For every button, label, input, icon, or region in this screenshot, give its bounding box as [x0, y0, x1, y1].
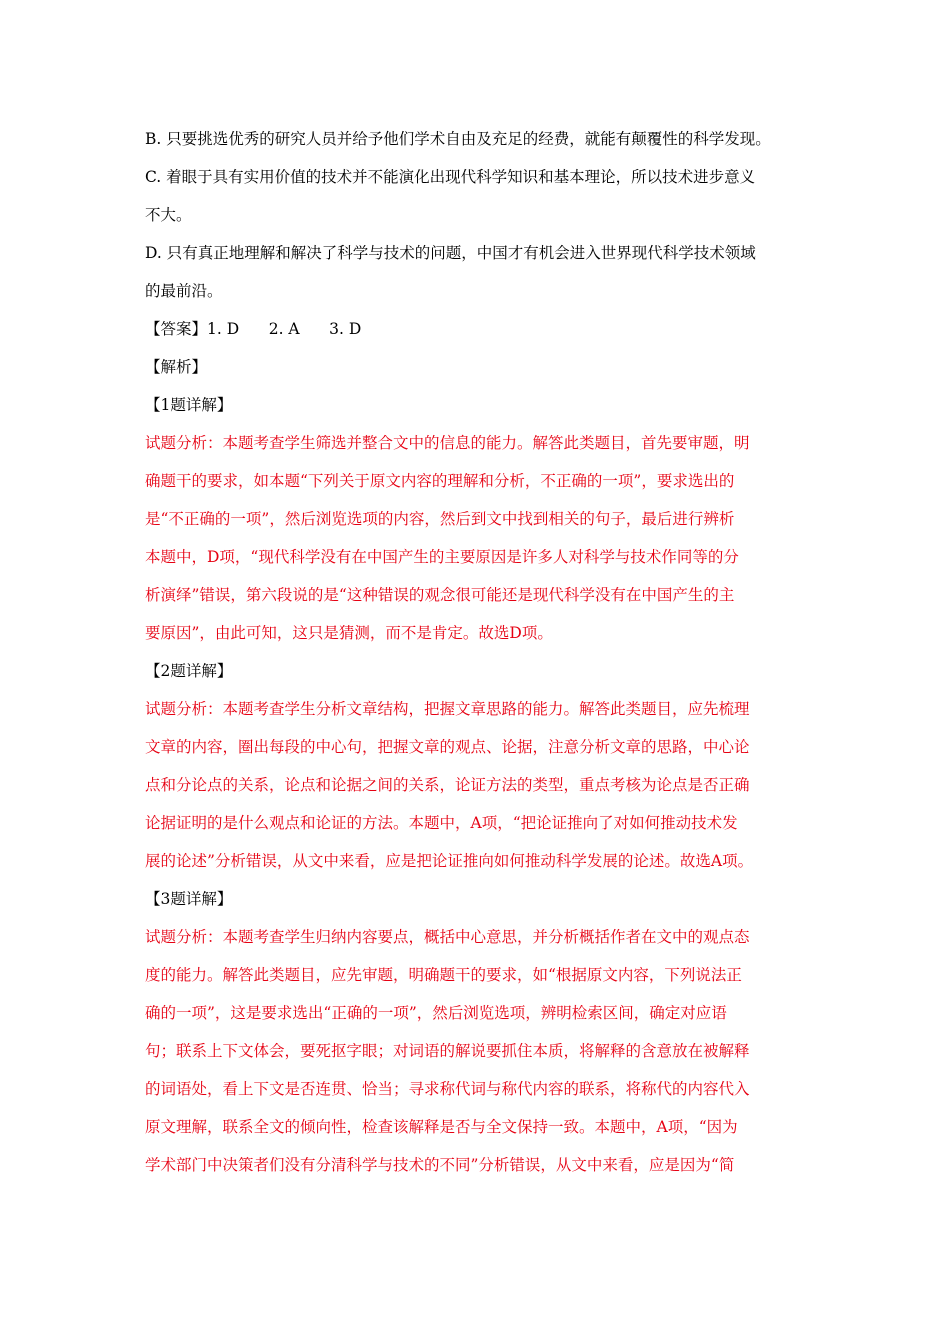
q2-analysis-line: 文章的内容，圈出每段的中心句，把握文章的观点、论据，注意分析文章的思路，中心论: [145, 738, 750, 756]
option-d-line-2: 的最前沿。: [145, 282, 223, 300]
option-d-line-1: D. 只有真正地理解和解决了科学与技术的问题，中国才有机会进入世界现代科学技术领域: [145, 244, 756, 262]
answer-line: 【答案】1. D 2. A 3. D: [145, 320, 362, 338]
q1-analysis-line: 试题分析：本题考查学生筛选并整合文中的信息的能力。解答此类题目，首先要审题，明: [145, 434, 750, 452]
q2-heading: 【2题详解】: [145, 662, 233, 680]
analysis-heading: 【解析】: [145, 358, 208, 376]
q3-analysis-line: 学术部门中决策者们没有分清科学与技术的不同”分析错误，从文中来看，应是因为“简: [145, 1156, 735, 1174]
q1-analysis-line: 本题中，D项，“现代科学没有在中国产生的主要原因是许多人对科学与技术作同等的分: [145, 548, 739, 566]
q2-analysis-line: 试题分析：本题考查学生分析文章结构，把握文章思路的能力。解答此类题目，应先梳理: [145, 700, 750, 718]
q3-analysis-line: 的词语处，看上下文是否连贯、恰当；寻求称代词与称代内容的联系，将称代的内容代入: [145, 1080, 750, 1098]
q3-analysis-line: 确的一项”，这是要求选出“正确的一项”，然后浏览选项，辨明检索区间，确定对应语: [145, 1004, 727, 1022]
q3-analysis-line: 试题分析：本题考查学生归纳内容要点，概括中心意思，并分析概括作者在文中的观点态: [145, 928, 750, 946]
q3-analysis-line: 原文理解，联系全文的倾向性，检查该解释是否与全文保持一致。本题中，A项，“因为: [145, 1118, 738, 1136]
document-content: [145, 120, 813, 1184]
option-c-line-2: 不大。: [145, 206, 192, 224]
q1-heading: 【1题详解】: [145, 396, 233, 414]
q1-analysis-line: 是“不正确的一项”，然后浏览选项的内容，然后到文中找到相关的句子，最后进行辨析: [145, 510, 735, 528]
q1-analysis-line: 析演绎”错误，第六段说的是“这种错误的观念很可能还是现代科学没有在中国产生的主: [145, 586, 735, 604]
option-b-line: B. 只要挑选优秀的研究人员并给予他们学术自由及充足的经费，就能有颠覆性的科学发现。: [145, 130, 771, 148]
q3-analysis-line: 句；联系上下文体会，要死抠字眼；对词语的解说要抓住本质，将解释的含意放在被解释: [145, 1042, 750, 1060]
q1-analysis-line: 确题干的要求，如本题“下列关于原文内容的理解和分析，不正确的一项”，要求选出的: [145, 472, 735, 490]
q2-analysis-line: 点和分论点的关系，论点和论据之间的关系，论证方法的类型，重点考核为论点是否正确: [145, 776, 750, 794]
q2-analysis-line: 论据证明的是什么观点和论证的方法。本题中，A项，“把论证推向了对如何推动技术发: [145, 814, 738, 832]
q2-analysis-line: 展的论述”分析错误，从文中来看，应是把论证推向如何推动科学发展的论述。故选A项。: [145, 852, 754, 870]
option-c-line-1: C. 着眼于具有实用价值的技术并不能演化出现代科学知识和基本理论，所以技术进步意义: [145, 168, 756, 186]
q3-analysis-line: 度的能力。解答此类题目，应先审题，明确题干的要求，如“根据原文内容，下列说法正: [145, 966, 742, 984]
q3-heading: 【3题详解】: [145, 890, 233, 908]
q1-analysis-line: 要原因”，由此可知，这只是猜测，而不是肯定。故选D项。: [145, 624, 553, 642]
